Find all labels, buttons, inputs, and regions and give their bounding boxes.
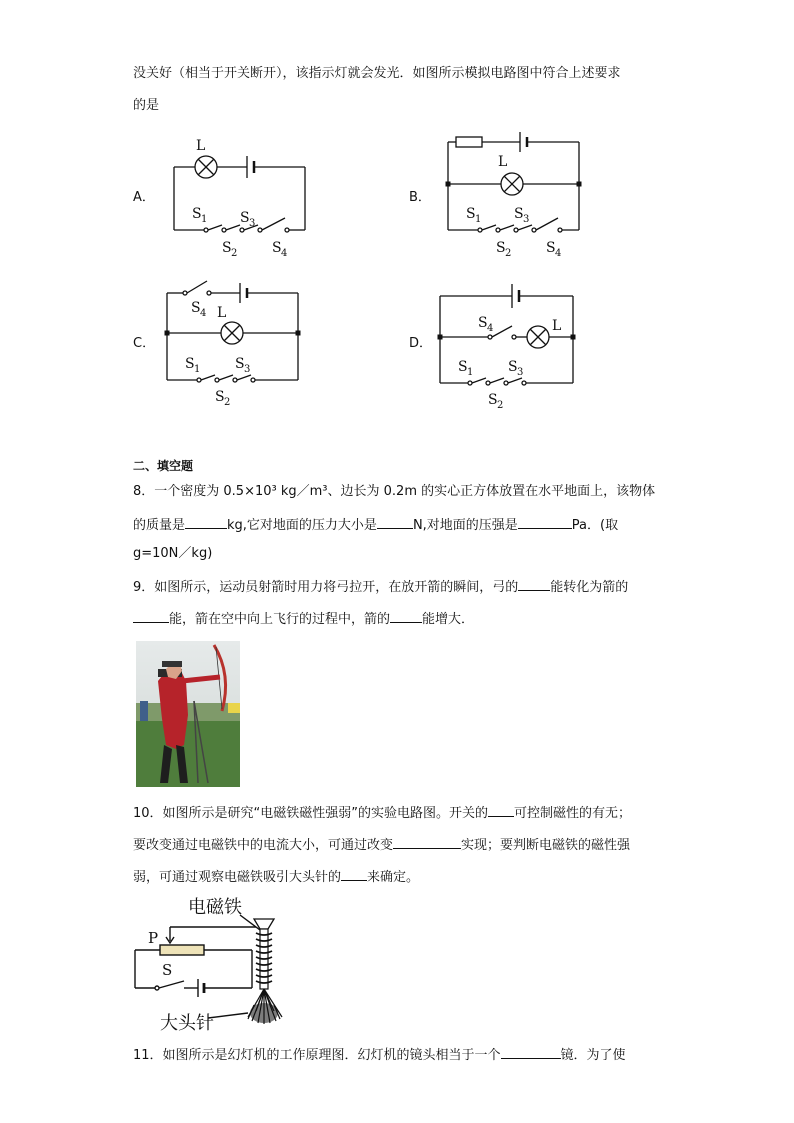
svg-text:S: S	[458, 359, 468, 375]
q8-line-2: 的质量是 kg,它对地面的压力大小是 N,对地面的压强是 Pa．(取	[133, 514, 618, 536]
circuit-d-diagram	[428, 280, 588, 415]
svg-text:S: S	[215, 389, 225, 405]
q10-line-1: 10．如图所示是研究“电磁铁磁性强弱”的实验电路图。开关的 可控制磁性的有无；	[133, 802, 631, 824]
svg-text:S: S	[478, 315, 488, 331]
circuit-b-diagram	[436, 128, 596, 263]
svg-text:4: 4	[487, 323, 494, 334]
circuit-c-lamp-label: L	[217, 305, 227, 321]
svg-text:2: 2	[224, 397, 231, 408]
option-a-label: A．	[133, 190, 155, 205]
q9-blank-3[interactable]	[390, 608, 422, 623]
q10-blank-2[interactable]	[393, 834, 461, 849]
q10-line-2: 要改变通过电磁铁中的电流大小，可通过改变 实现；要判断电磁铁的磁性强	[133, 834, 630, 856]
section-heading-fill-in: 二、填空题	[133, 459, 194, 473]
q9-line-2: 能，箭在空中向上飞行的过程中，箭的 能增大．	[133, 608, 474, 630]
q8-blank-force[interactable]	[377, 514, 413, 529]
q8-blank-pressure[interactable]	[518, 514, 572, 529]
switch-s-label: S	[162, 961, 173, 979]
q8-blank-mass[interactable]	[185, 514, 227, 529]
svg-text:2: 2	[505, 248, 512, 259]
electromagnet-label: 电磁铁	[188, 897, 242, 918]
svg-text:S: S	[508, 359, 518, 375]
svg-text:3: 3	[523, 214, 530, 225]
q9-line-1: 9．如图所示，运动员射箭时用力将弓拉开，在放开箭的瞬间，弓的 能转化为箭的	[133, 576, 628, 598]
archer-photo	[136, 641, 240, 787]
electromagnet-circuit-figure	[130, 893, 300, 1038]
svg-text:S: S	[514, 206, 524, 222]
option-d-label: D．	[409, 336, 433, 351]
svg-text:S: S	[240, 210, 250, 226]
svg-text:4: 4	[200, 308, 207, 319]
q9-blank-1[interactable]	[518, 576, 550, 591]
q10-blank-3[interactable]	[341, 866, 367, 881]
svg-text:3: 3	[249, 218, 256, 229]
circuit-a-diagram	[160, 130, 320, 265]
q11-line-1: 11．如图所示是幻灯机的工作原理图．幻灯机的镜头相当于一个 镜．为了使	[133, 1044, 626, 1066]
q10-blank-1[interactable]	[488, 802, 514, 817]
svg-text:2: 2	[497, 400, 504, 411]
q7-line-1: 没关好（相当于开关断开），该指示灯就会发光．如图所示模拟电路图中符合上述要求	[133, 66, 621, 81]
svg-text:4: 4	[555, 248, 562, 259]
slider-p-label: P	[148, 929, 159, 947]
q8-line-3: g=10N／kg)	[133, 546, 213, 561]
svg-text:S: S	[185, 356, 195, 372]
circuit-a-lamp-label: L	[196, 138, 206, 154]
q7-line-2: 的是	[133, 98, 160, 113]
q11-blank-1[interactable]	[501, 1044, 561, 1059]
q10-line-3: 弱，可通过观察电磁铁吸引大头针的 来确定。	[133, 866, 419, 888]
svg-text:S: S	[546, 240, 556, 256]
svg-text:S: S	[235, 356, 245, 372]
svg-text:3: 3	[244, 364, 251, 375]
circuit-c-diagram	[155, 275, 315, 415]
svg-text:4: 4	[281, 248, 288, 259]
q8-line-1: 8．一个密度为 0.5×10³ kg／m³、边长为 0.2m 的实心正方体放置在水平地面上，该物体	[133, 484, 656, 499]
svg-text:1: 1	[467, 367, 474, 378]
svg-text:S: S	[222, 240, 232, 256]
svg-text:S: S	[272, 240, 282, 256]
svg-text:S: S	[496, 240, 506, 256]
q9-blank-2[interactable]	[133, 608, 169, 623]
svg-text:1: 1	[475, 214, 482, 225]
pins-label: 大头针	[160, 1013, 214, 1034]
option-b-label: B．	[409, 190, 431, 205]
circuit-d-lamp-label: L	[552, 318, 562, 334]
svg-text:1: 1	[194, 364, 201, 375]
option-c-label: C．	[133, 336, 156, 351]
svg-text:3: 3	[517, 367, 524, 378]
svg-text:S: S	[191, 300, 201, 316]
circuit-b-lamp-label: L	[498, 154, 508, 170]
svg-text:S: S	[192, 206, 202, 222]
svg-text:1: 1	[201, 214, 208, 225]
svg-text:S: S	[488, 392, 498, 408]
svg-text:S: S	[466, 206, 476, 222]
svg-text:2: 2	[231, 248, 238, 259]
